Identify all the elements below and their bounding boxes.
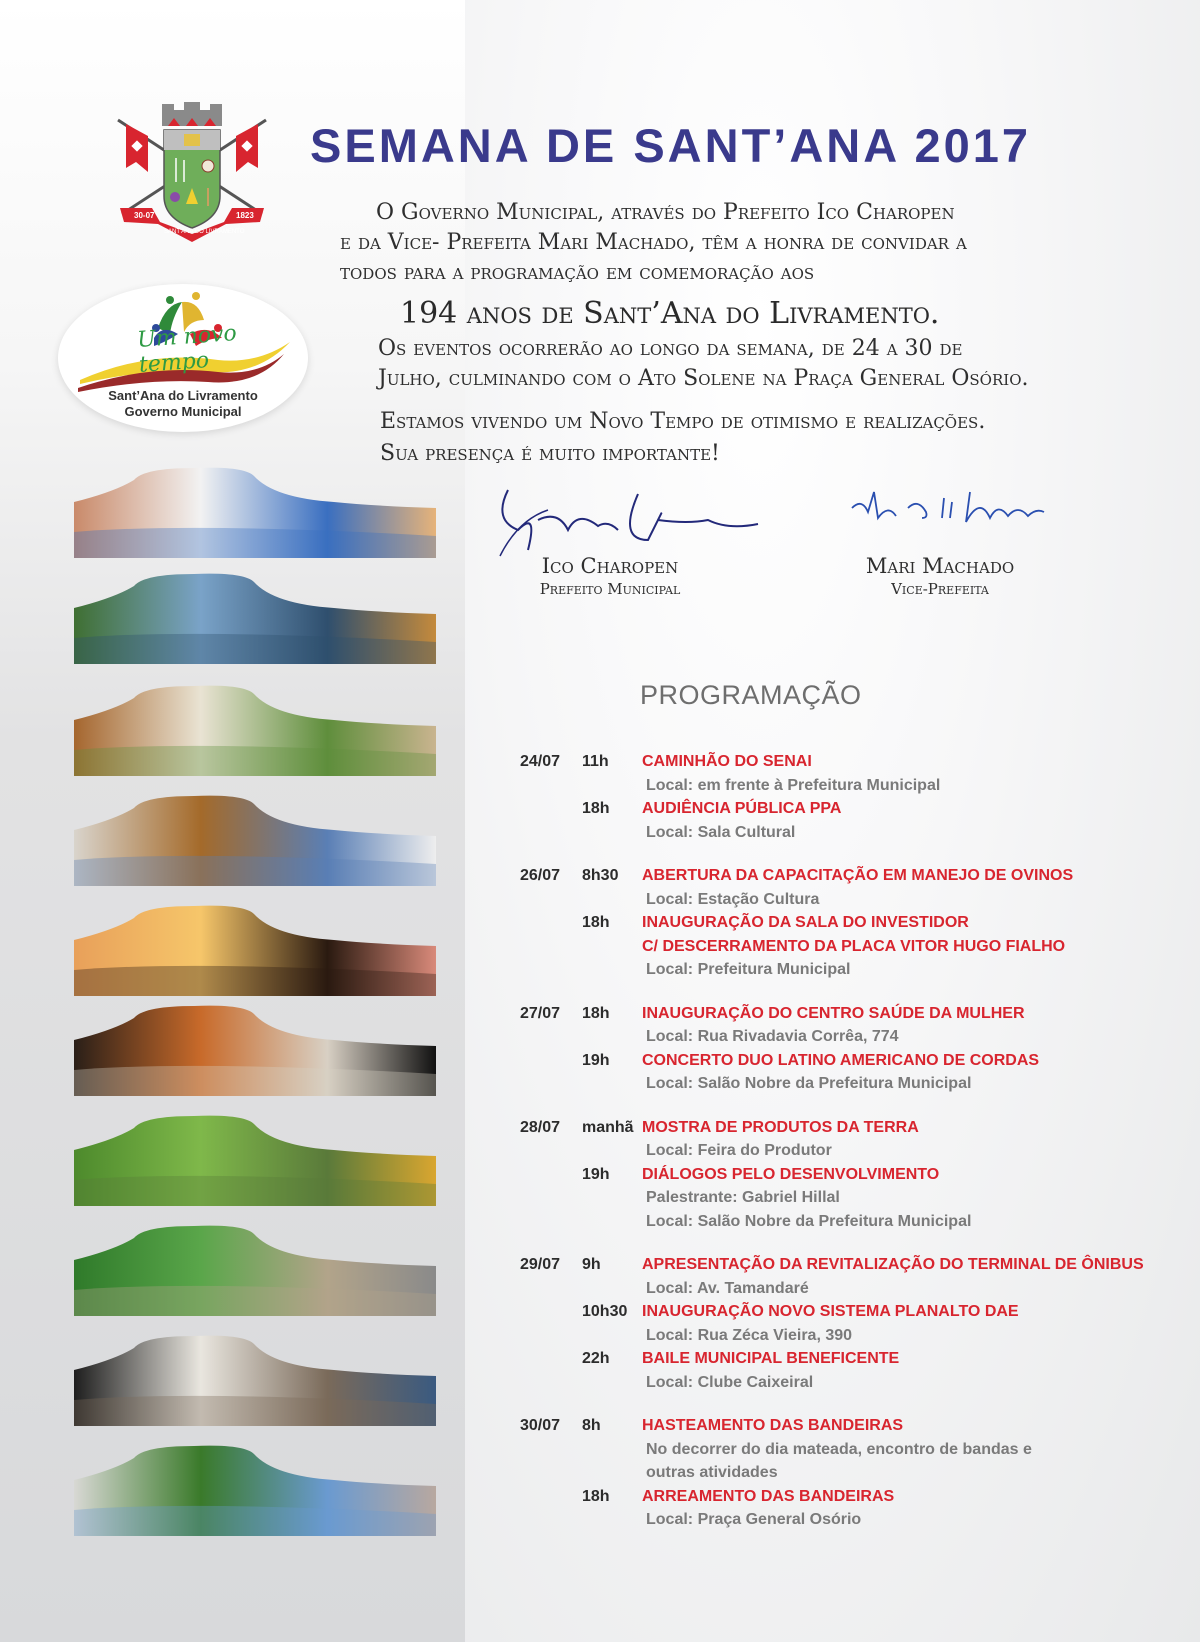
event-date: 24/07 — [520, 753, 561, 770]
coat-of-arms-icon — [112, 96, 272, 242]
events-line: Os eventos ocorrerão ao longo da semana, de 24 a 30 de — [378, 336, 963, 361]
government-logo — [58, 284, 308, 432]
event-title: DIÁLOGOS PELO DESENVOLVIMENTO — [642, 1165, 940, 1183]
event-dates-text — [378, 334, 1098, 394]
event-date: 29/07 — [520, 1256, 561, 1273]
event-time: 22h — [582, 1350, 610, 1367]
event-date: 27/07 — [520, 1004, 561, 1022]
event-date: 30/07 — [520, 1417, 561, 1434]
schedule-day — [520, 1116, 1160, 1234]
event-speaker: Palestrante: Gabriel Hillal — [646, 1189, 840, 1206]
event-title: CAMINHÃO DO SENAI — [642, 753, 812, 770]
event-time: 18h — [582, 1004, 610, 1022]
event-title: CONCERTO DUO LATINO AMERICANO DE CORDAS — [642, 1051, 1040, 1069]
collage-photo-women-sunset — [74, 900, 436, 996]
event-title-continued: C/ DESCERRAMENTO DA PLACA VITOR HUGO FIALHO — [642, 937, 1066, 955]
event-time: 19h — [582, 1165, 610, 1183]
event-location: Local: Av. Tamandaré — [646, 1279, 809, 1297]
page-title: SEMANA DE SANT’ANA 2017 — [310, 119, 1032, 172]
event-title: ARREAMENTO DAS BANDEIRAS — [642, 1487, 895, 1505]
collage-photo-city-park-lake-machinery — [74, 568, 436, 664]
event-title: INAUGURAÇÃO DO CENTRO SAÚDE DA MULHER — [642, 1004, 1025, 1022]
collage-photo-crops-olive-oil — [74, 1110, 436, 1206]
collage-photo-sheep — [74, 680, 436, 776]
closing-line: Sua presença é muito importante! — [380, 441, 720, 466]
signature-block-mayor — [490, 492, 730, 598]
event-time: manhã — [582, 1118, 634, 1136]
event-location: Local: Feira do Produtor — [646, 1142, 832, 1159]
collage-photo-photo-exhibition — [74, 1330, 436, 1426]
event-location: Local: Sala Cultural — [646, 823, 796, 841]
event-time: 18h — [582, 800, 610, 817]
event-location: Local: Praça General Osório — [646, 1511, 862, 1528]
collage-photo-guitar — [74, 1000, 436, 1096]
closing-text — [380, 406, 1100, 470]
event-time: 18h — [582, 914, 610, 931]
event-title: MOSTRA DE PRODUTOS DA TERRA — [642, 1118, 919, 1136]
schedule-day — [520, 1414, 1160, 1532]
schedule-day — [520, 1002, 1160, 1096]
logo-tagline: Um novo tempo — [136, 321, 238, 378]
event-time: 8h — [582, 1417, 601, 1434]
event-title: INAUGURAÇÃO DA SALA DO INVESTIDOR — [642, 914, 969, 931]
event-description: outras atividades — [646, 1464, 778, 1481]
closing-line: Estamos vivendo um Novo Tempo de otimismo e realizações. — [380, 409, 986, 434]
event-location: Local: Salão Nobre da Prefeitura Municipal — [646, 1212, 972, 1230]
event-location: Local: Estação Cultura — [646, 890, 820, 908]
signer-role: Vice-Prefeita — [891, 580, 989, 598]
signer-name: Ico Charopen — [541, 554, 679, 578]
svg-text:SANT'ANA DO LIVRAMENTO: SANT'ANA DO LIVRAMENTO — [164, 229, 245, 235]
schedule-heading: PROGRAMAÇÃO — [640, 680, 862, 710]
collage-photo-business-charts-tablet — [74, 790, 436, 886]
events-line: Julho, culminando com o Ato Solene na Praça General Osório. — [378, 366, 1029, 391]
event-time: 18h — [582, 1487, 610, 1505]
collage-photo-city-hall-plaza — [74, 1440, 436, 1536]
event-location: Local: Rua Rivadavia Corrêa, 774 — [646, 1028, 899, 1045]
schedule-day — [520, 864, 1160, 982]
event-location: Local: Salão Nobre da Prefeitura Municipal — [646, 1075, 972, 1092]
intro-line: O Governo Municipal, através do Prefeito Ico Charopen — [376, 200, 955, 225]
event-location: Local: Rua Zéca Vieira, 390 — [646, 1326, 853, 1344]
signature-block-vice-mayor — [830, 492, 1050, 598]
municipal-coat-of-arms — [112, 96, 272, 242]
collage-photo-bus-terminal-model-water — [74, 1220, 436, 1316]
event-location: Local: em frente à Prefeitura Municipal — [646, 776, 941, 794]
event-title: INAUGURAÇÃO NOVO SISTEMA PLANALTO DAE — [642, 1303, 1019, 1320]
intro-line: todos para a programação em comemoração aos — [340, 260, 815, 285]
event-title: APRESENTAÇÃO DA REVITALIZAÇÃO DO TERMINAL DE ÔNIBUS — [642, 1256, 1144, 1273]
event-location: Local: Prefeitura Municipal — [646, 961, 851, 978]
event-title: HASTEAMENTO DAS BANDEIRAS — [642, 1417, 904, 1434]
logo-city: Sant’Ana do Livramento — [108, 388, 258, 403]
event-title: AUDIÊNCIA PÚBLICA PPA — [642, 800, 842, 817]
event-time: 9h — [582, 1256, 601, 1273]
svg-text:30-07: 30-07 — [134, 211, 155, 220]
event-title: BAILE MUNICIPAL BENEFICENTE — [642, 1350, 900, 1367]
intro-line: e da Vice- Prefeita Mari Machado, têm a honra de convidar a — [340, 230, 967, 255]
event-time: 8h30 — [582, 867, 619, 884]
event-description: No decorrer do dia mateada, encontro de bandas e — [646, 1440, 1032, 1458]
event-title: ABERTURA DA CAPACITAÇÃO EM MANEJO DE OVINOS — [642, 867, 1074, 884]
event-location: Local: Clube Caixeiral — [646, 1373, 814, 1391]
schedule-day — [520, 1253, 1160, 1394]
schedule-day — [520, 750, 1160, 844]
logo-government: Governo Municipal — [124, 404, 242, 419]
event-schedule — [520, 750, 1160, 1552]
invitation-text — [340, 198, 1080, 288]
event-time: 10h30 — [582, 1303, 628, 1320]
signer-role: Prefeito Municipal — [539, 580, 681, 598]
event-time: 19h — [582, 1051, 610, 1069]
signer-name: Mari Machado — [865, 554, 1015, 578]
event-date: 26/07 — [520, 867, 561, 884]
event-date: 28/07 — [520, 1118, 561, 1136]
event-time: 11h — [582, 753, 609, 770]
svg-text:1823: 1823 — [236, 211, 254, 220]
collage-photo-senai-truck-sewing — [74, 462, 436, 558]
anniversary-headline: 194 anos de Sant’Ana do Livramento. — [400, 296, 940, 331]
